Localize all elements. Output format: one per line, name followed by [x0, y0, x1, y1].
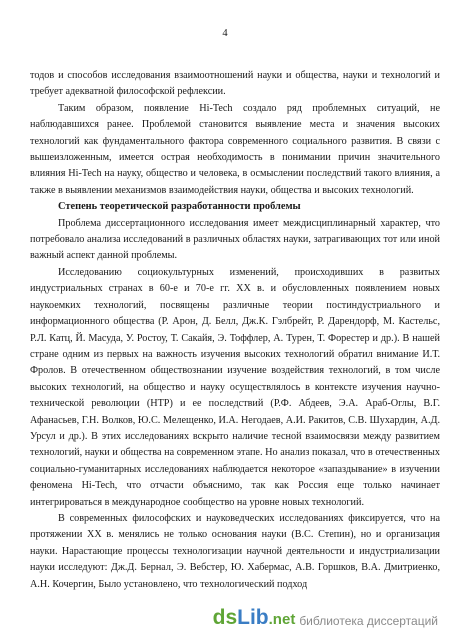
paragraph-science-organization: В современных философских и науковедческих исследованиях фиксируется, что на протяжении XX в. менялись не только основания науки (В.С. Степин), но и организация науки. Нарастающие процессы технологизации научной деятельности и индустриализации науки исследуют: Дж.Д. Бернал, Э. Вебстер, Ю. Хабермас, А.В. Горшков, В.А. Дмитриенко, А.Н. Кочергин, Было установлено, что технологический подход	[30, 512, 440, 590]
page-number: 4	[222, 28, 228, 39]
watermark-caption: библиотека диссертаций	[299, 613, 438, 628]
document-body	[30, 68, 440, 593]
dslib-logo: ds Lib .net	[212, 606, 296, 629]
paragraph-interdisciplinary: Проблема диссертационного исследования имеет междисциплинарный характер, что потребовало анализа исследований в различных областях науки, затрагивающих тот или иной важный аспект данной проблемы.	[30, 217, 440, 262]
paragraph-problem-situations: Таким образом, появление Hi-Tech создало ряд проблемных ситуаций, не наблюдавшихся ранее. Проблемой становится выявление места и значения высоких технологий как фундаментального фактора современного социального развития. В связи с вышеизложенным, имеется острая необходимость в понимании причин значительного влияния Hi-Tech на науку, общество и человека, в осмыслении последствий такого влияния, а также в выявлении механизмов взаимодействия науки, общества и высоких технологий.	[30, 102, 440, 196]
paragraph-continuation: тодов и способов исследования взаимоотношений науки и общества, науки и технологий и требует адекватной философской рефлексии.	[30, 70, 440, 98]
paragraph-literature-review: Исследованию социокультурных изменений, происходивших в развитых индустриальных странах в 60-е и 70-е гг. XX в. и обусловленных появлением новых наукоемких технологий, посвящены различные теории постиндустриального и информационного общества (Р. Арон, Д. Белл, Дж.К. Гэлбрейт, Р. Дарендорф, М. Кастельс, Р.Л. Катц, Й. Масуда, У. Ростоу, Т. Сакайя, Э. Тоффлер, А. Турен, Т. Форестер и др.). В нашей стране одним из первых на важность изучения высоких технологий обратил внимание И.Т. Фролов. В отечественном обществознании изучение воздействия технологий, в том числе высоких технологий, на общество и науку осуществлялось в контексте изучения научно-технической революции (НТР) и ее последствий (Р.Ф. Абдеев, Э.А. Араб-Оглы, В.Г. Афанасьев, Г.Н. Волков, Ю.С. Мелещенко, И.А. Негодаев, А.И. Ракитов, С.В. Шухардин, А.Д. Урсул и др.). В этих исследованиях вскрыто наличие тесной взаимосвязи между развитием технологий, науки и общества на современном этапе. Но анализ показал, что в отечественных социально-гуманитарных исследованиях наблюдается некоторое «запаздывание» в изучении феномена Hi-Tech, что отчасти объяснимо, так как Россия еще только начинает интегрироваться в международное сообщество на уровне новых технологий.	[30, 266, 440, 508]
section-heading: Степень теоретической разработанности проблемы	[58, 201, 301, 213]
dslib-watermark[interactable]	[209, 605, 442, 630]
